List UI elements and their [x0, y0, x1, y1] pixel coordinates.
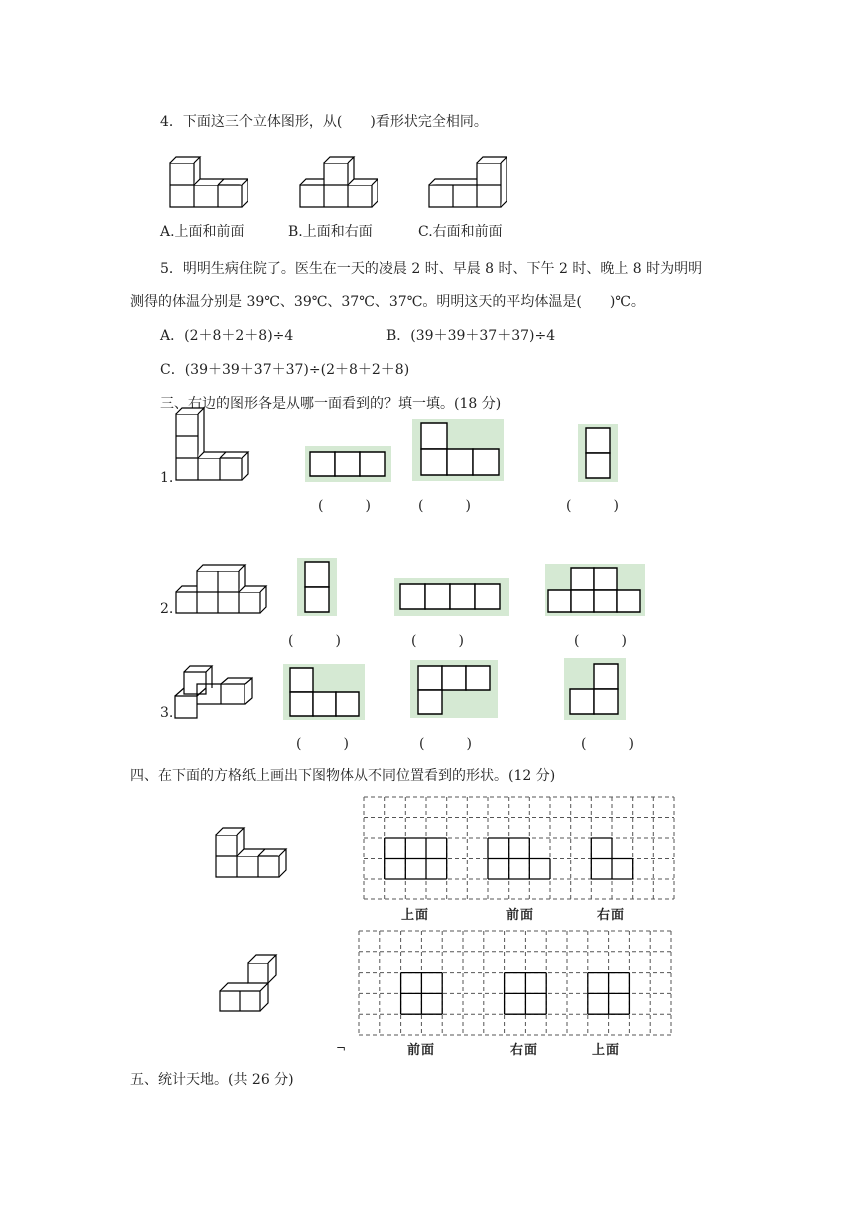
sec3-blank-2c[interactable]: ( ): [574, 633, 627, 649]
grid1-label-right: 右面: [597, 908, 626, 923]
q4-text: 4．下面这三个立体图形，从( )看形状完全相同。: [160, 114, 488, 130]
sec3-view-1b: [412, 419, 504, 481]
sec3-view-3c: [564, 658, 626, 720]
sec3-blank-3c[interactable]: ( ): [581, 736, 634, 752]
sec3-view-1c: [578, 424, 618, 482]
sec4-grid-2[interactable]: [358, 930, 672, 1036]
sec5-title: 五、统计天地。(共 26 分): [130, 1072, 294, 1088]
q5-line2: 测得的体温分别是 39℃、39℃、37℃、37℃。明明这天的平均体温是( )℃。: [130, 294, 645, 310]
grid2-label-right: 右面: [510, 1043, 539, 1058]
grid2-label-front: 前面: [407, 1043, 436, 1058]
q4-option-a: A.上面和前面: [160, 224, 245, 240]
sec4-solid-2: [218, 952, 278, 1014]
q4-shape-c: [427, 155, 507, 209]
sec3-view-2c: [545, 564, 645, 616]
sec3-solid-1: [174, 402, 250, 482]
q5-option-a: A．(2＋8＋2＋8)÷4: [160, 328, 294, 344]
q4-shape-a: [168, 155, 248, 209]
sec4-title: 四、在下面的方格纸上画出下图物体从不同位置看到的形状。(12 分): [130, 768, 556, 784]
sec3-title: 三、右边的图形各是从哪一面看到的？填一填。(18 分): [160, 396, 502, 412]
sec3-num-1: 1.: [160, 470, 174, 486]
q4-option-b: B.上面和右面: [288, 224, 373, 240]
q4-shape-b: [298, 155, 378, 209]
q5-line1: 5．明明生病住院了。医生在一天的凌晨 2 时、早晨 8 时、下午 2 时、晚上 8 时为明明: [160, 261, 703, 277]
sec3-blank-3b[interactable]: ( ): [419, 736, 472, 752]
stray-mark: ¬: [336, 1041, 347, 1055]
sec3-blank-1a[interactable]: ( ): [318, 498, 371, 514]
sec3-view-3b: [410, 660, 498, 718]
q4-option-c: C.右面和前面: [418, 224, 503, 240]
sec3-blank-3a[interactable]: ( ): [296, 736, 349, 752]
sec4-solid-1: [214, 820, 298, 880]
sec3-blank-1c[interactable]: ( ): [566, 498, 619, 514]
sec3-view-2a: [297, 558, 337, 616]
grid1-label-front: 前面: [506, 908, 535, 923]
sec3-solid-2: [174, 560, 274, 616]
q5-option-c: C．(39＋39＋37＋37)÷(2＋8＋2＋8): [160, 362, 410, 378]
sec3-num-2: 2.: [160, 601, 174, 617]
sec3-num-3: 3.: [160, 705, 174, 721]
sec3-view-2b: [394, 578, 509, 616]
sec3-solid-3: [172, 656, 258, 720]
sec3-view-1a: [305, 446, 391, 482]
grid2-label-top: 上面: [592, 1043, 621, 1058]
sec3-blank-2b[interactable]: ( ): [411, 633, 464, 649]
sec3-view-3a: [283, 664, 365, 720]
sec4-grid-1[interactable]: [363, 796, 675, 900]
grid1-label-top: 上面: [401, 908, 430, 923]
sec3-blank-2a[interactable]: ( ): [288, 633, 341, 649]
q5-option-b: B．(39＋39＋37＋37)÷4: [386, 328, 556, 344]
sec3-blank-1b[interactable]: ( ): [418, 498, 471, 514]
